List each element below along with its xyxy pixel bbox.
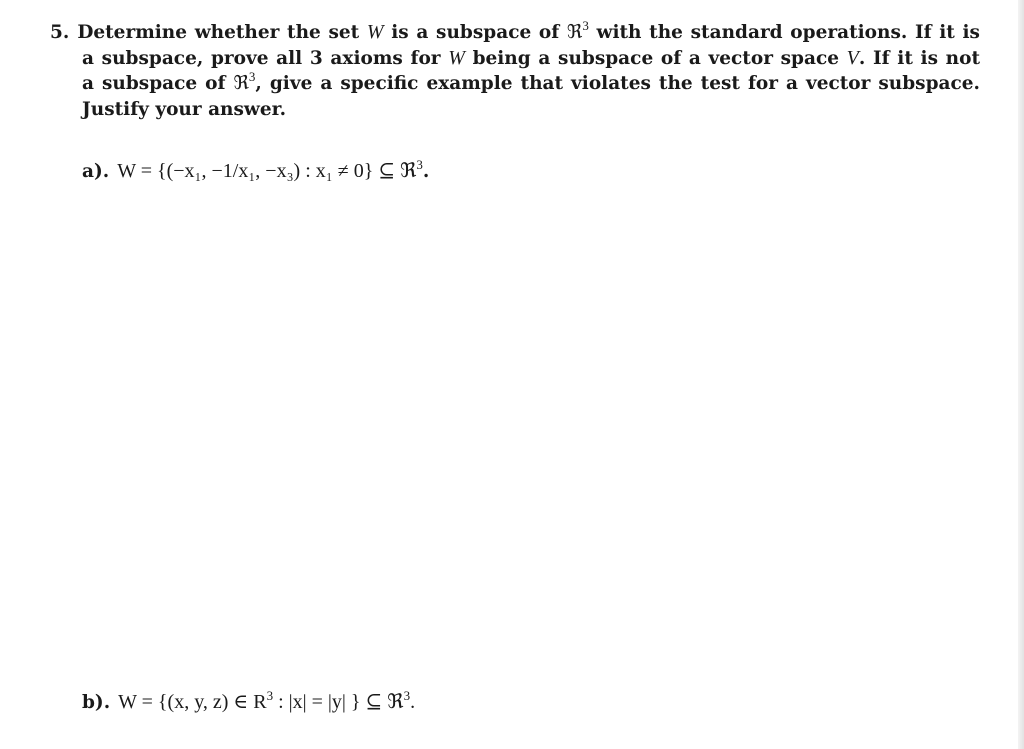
problem-text-segment: . If it is not xyxy=(858,47,980,69)
problem-text-segment: , give a specific example that violates the test for a vector subspace. xyxy=(255,73,980,94)
part-a-period: . xyxy=(422,161,430,182)
problem-text-segment: a subspace of xyxy=(82,73,226,94)
part-b-expression xyxy=(118,688,416,713)
part-a-expression-text: W = {(−x₁, −1/x₁, −x₃) : x₁ ≠ 0} ⊆ ℜ xyxy=(117,160,417,182)
problem-text-segment: is a subspace of xyxy=(391,22,560,43)
superscript: 3 xyxy=(416,157,423,172)
problem-number: 5. xyxy=(50,22,70,43)
problem-line-4 xyxy=(50,97,980,123)
reals-symbol: ℜ xyxy=(566,21,583,43)
part-b-label: b). xyxy=(82,692,111,713)
problem-line-1 xyxy=(50,20,980,46)
math-variable-w: W xyxy=(366,21,384,43)
superscript: 3 xyxy=(266,688,274,703)
part-a-expression xyxy=(117,157,423,182)
reals-symbol: ℜ xyxy=(233,72,249,94)
problem-text-segment: with the standard operations. If it is xyxy=(596,22,980,43)
part-b xyxy=(82,689,415,714)
problem-line-2 xyxy=(50,46,980,72)
math-variable-w: W xyxy=(448,46,465,69)
problem-statement xyxy=(50,20,980,122)
superscript: 3 xyxy=(248,69,256,84)
problem-text-segment: a subspace, prove all 3 axioms for xyxy=(82,47,441,69)
part-a-label: a). xyxy=(82,161,110,182)
part-b-period: . xyxy=(410,691,416,713)
superscript: 3 xyxy=(403,688,411,703)
page-edge-shadow xyxy=(1018,0,1024,749)
problem-line-3 xyxy=(50,71,980,97)
math-variable-v: V xyxy=(846,46,859,69)
part-a xyxy=(82,158,429,183)
problem-text-segment: being a subspace of a vector space xyxy=(472,47,839,69)
part-b-expression-text: : |x| = |y| } ⊆ ℜ xyxy=(273,691,404,713)
superscript: 3 xyxy=(582,18,589,33)
part-b-expression-text: W = {(x, y, z) ∈ R xyxy=(118,691,267,713)
problem-text-segment: Determine whether the set xyxy=(77,22,360,43)
problem-text-segment: Justify your answer. xyxy=(82,98,287,120)
